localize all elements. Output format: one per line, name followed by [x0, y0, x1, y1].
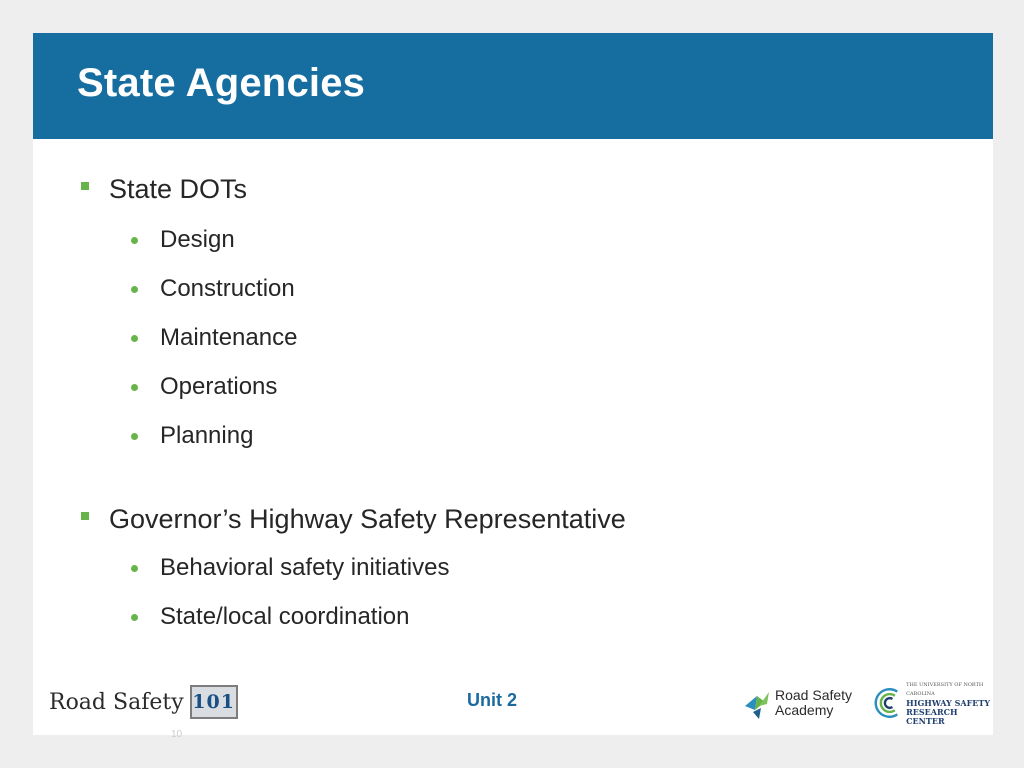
sub-bullet: [131, 323, 297, 353]
sub-bullet: [131, 274, 295, 304]
page-number: 10: [171, 729, 183, 740]
round-bullet-icon: [131, 384, 138, 391]
round-bullet-icon: [131, 286, 138, 293]
bullet-text: Governor’s Highway Safety Representative: [109, 503, 626, 534]
round-bullet-icon: [131, 614, 138, 621]
hsrc-icon: [873, 683, 902, 723]
sub-bullet-text: Operations: [160, 373, 278, 400]
road-safety-101-text: Road Safety: [49, 689, 184, 715]
sub-bullet: [131, 225, 235, 255]
round-bullet-icon: [131, 237, 138, 244]
sub-bullet-text: Planning: [160, 422, 254, 449]
slide-title: State Agencies: [77, 61, 366, 105]
rsa-line2: Academy: [775, 702, 834, 718]
slide: [33, 33, 993, 740]
sub-bullet-text: Construction: [160, 275, 295, 302]
bullet-text: State DOTs: [109, 173, 248, 204]
sub-bullet-text: Maintenance: [160, 324, 298, 351]
slide-footer: [33, 673, 993, 740]
road-safety-101-badge: 101: [190, 685, 238, 719]
round-bullet-icon: [131, 433, 138, 440]
sub-bullet: [131, 372, 277, 402]
sub-bullet: [131, 602, 410, 632]
sub-bullet: [131, 553, 449, 583]
road-safety-academy-logo: [743, 683, 852, 723]
hsrc-line0: THE UNIVERSITY OF NORTH CAROLINA: [906, 681, 984, 697]
sub-bullet-text: Design: [160, 226, 235, 253]
road-safety-101-logo: [49, 681, 238, 723]
rsa-line1: Road Safety: [775, 687, 853, 703]
square-bullet-icon: [81, 182, 89, 190]
round-bullet-icon: [131, 335, 138, 342]
round-bullet-icon: [131, 565, 138, 572]
hsrc-logo: [873, 681, 993, 725]
hsrc-line1: HIGHWAY SAFETY: [906, 697, 991, 708]
sub-bullet-text: Behavioral safety initiatives: [160, 554, 450, 581]
sub-bullet: [131, 421, 253, 451]
bullet-governors-rep: [81, 501, 626, 537]
sub-bullet-text: State/local coordination: [160, 603, 410, 630]
title-bar: [33, 33, 993, 139]
hsrc-line2: RESEARCH CENTER: [906, 706, 958, 726]
square-bullet-icon: [81, 512, 89, 520]
road-safety-academy-icon: [743, 686, 773, 720]
bullet-state-dots: [81, 171, 247, 207]
unit-label: Unit 2: [467, 690, 518, 710]
